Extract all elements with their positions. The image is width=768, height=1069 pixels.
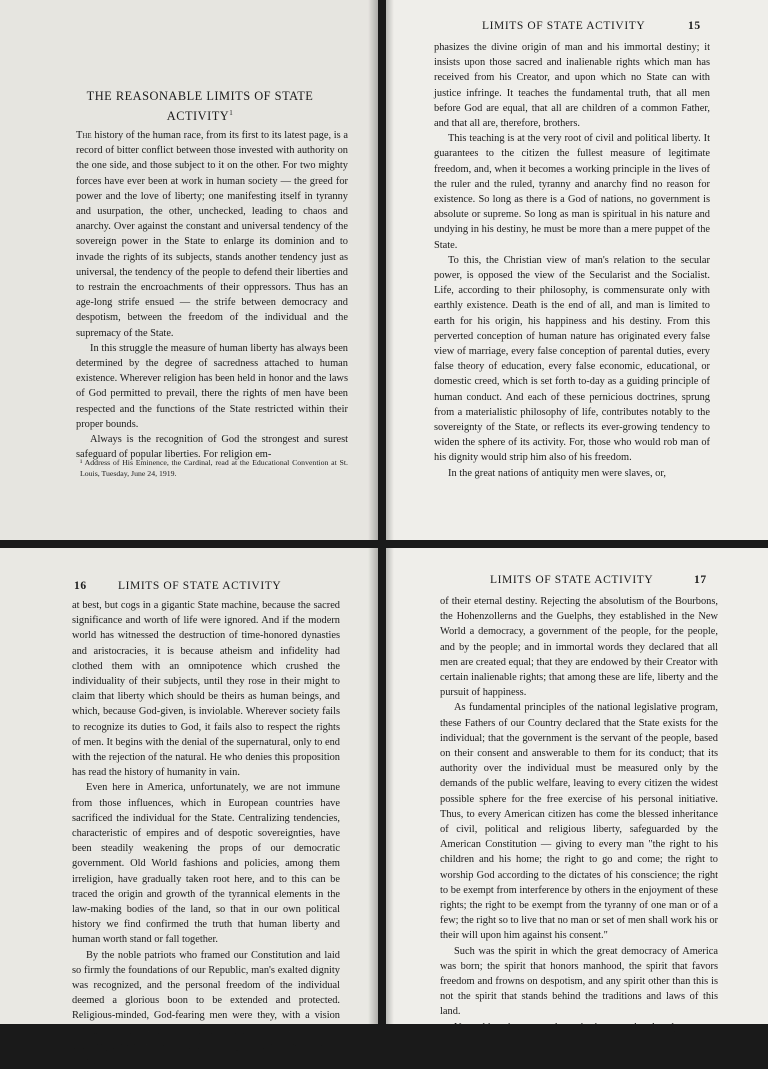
running-head bbox=[482, 20, 645, 32]
paragraph: To this, the Christian view of man's relation to the secular power, is opposed the view of the Secularist and the Socialist. Life, according to their philosophy, is commensurate only with earthly existence. Death is the end of all, and man is limited to earth for his origin, his happiness and his destiny. From this perverted conception of human nature has originated every false view of marriage, every false conception of parental duties, every false theory of education, every false economic, educational, or domestic creed, which is set forth to-day as a guiding principle of human conduct. And each of these pernicious doctrines, sprung from a materialistic philosophy of life, contributes notably to the sovereignty of the State, or reflects its ever-growing tendency to widen the sphere of its activity. For, those who would rob man of his dignity would strip him also of his freedom. bbox=[434, 254, 710, 464]
folio: 15 bbox=[688, 20, 701, 32]
paragraph-text: history of the human race, from its first to its latest page, is a record of bitter conflict between those invested with authority on the one side, and those subject to it on the other. For two mighty forces have ever been at work in human society — the greed for power and the love of liberty; one manifesting itself in tyranny and usurpation, the other, unchecked, leading to chaos and anarchy. Over against the constant and universal tendency of the sovereign power in the State to enlarge its dominion and to invade the rights of its subjects, stands another tendency just as universal, the tendency of the people to defend their liberties and to restrain the encroachments of their oppressors. Thus has an age-long strife ensued — the strife between democracy and despotism, between the freedom of the individual and the supremacy of the State. bbox=[76, 130, 348, 339]
paragraph: at best, but cogs in a gigantic State machine, because the sacred significance and worth of life were ignored. And if the modern world has witnessed the destruction of time-honored dynasties and aristocracies, it is because atheism and infidelity had clothed them with an omnipotence which crushed the individuality of their subjects, until they rose in their might to claim that liberty which should be theirs as human beings, and which, because God-given, is inviolable. Wherever society fails to recognize its duties to God, it fails also to respect the rights of men. It begins with the denial of the supernatural, only to end with the rejection of the natural. He who denies this proposition has read the history of humanity in vain. bbox=[72, 600, 340, 779]
page-number bbox=[688, 20, 701, 32]
gutter-shadow bbox=[368, 0, 378, 540]
paragraph: Always is the recognition of God the strongest and surest safeguard of popular liberties. For religion em- bbox=[76, 434, 348, 461]
gutter-shadow bbox=[386, 548, 394, 1024]
paragraph: Even here in America, unfortunately, we are not immune from those influences, which in European countries have sacrificed the individual for the State. Centralizing tendencies, characteristic of empires and of despotic sovereignties, have been steadily weakening the props of our democratic government. Old World fashions and policies, among them irreligion, have gradually taken root here, and to this can be traced the origin and growth of the tyrannical elements in the law-making bodies of the land, so that in our own political history we find confirmed the truth that human liberty and human worth stand or fall together. bbox=[72, 782, 340, 946]
folio: 16 bbox=[74, 580, 87, 592]
footnote: ¹ Address of His Eminence, the Cardinal, read at the Educational Convention at St. Louis, Tuesday, June 24, 1919. bbox=[80, 458, 348, 478]
page-number bbox=[74, 580, 87, 592]
opening-word: The bbox=[76, 130, 92, 141]
paragraph: This teaching is at the very root of civil and political liberty. It guarantees to the citizen the fullest measure of legitimate freedom, and, when it becomes a working principle in the lives of the ruler and the ruled, tyranny and anarchy find no reason for existence. So long as there is a God of nations, no government is absolute or supreme. So long as man is spiritual in his nature and undying in his destiny, he must be more than a mere puppet of the State. bbox=[434, 133, 710, 251]
paragraph: Such was the spirit in which the great democracy of America was born; the spirit that honors manhood, the spirit that favors freedom and frowns on despotism, and any spirit other than this is not the spirit that stands behind the traditions and laws of this land. bbox=[440, 945, 718, 1018]
title-line-2: ACTIVITY bbox=[166, 109, 230, 124]
paragraph: of their eternal destiny. Rejecting the absolutism of the Bourbons, the Hohenzollerns and the Guelphs, they established in the New World a democracy, a government of the people, for the people, and by the people; and in immortal words they declared that all men are created equal; that they are endowed by their Creator with certain inalienable rights; that among these are life, liberty and the pursuit of happiness. bbox=[440, 596, 718, 699]
paragraph bbox=[76, 128, 348, 341]
footnote-mark: 1 bbox=[229, 109, 234, 117]
gutter-shadow bbox=[368, 548, 378, 1024]
paragraph: Upon this point too much emphasis cannot be placed, bbox=[454, 1021, 677, 1033]
running-title: LIMITS OF STATE ACTIVITY bbox=[490, 574, 654, 586]
body-text bbox=[440, 594, 718, 1035]
body-text bbox=[434, 40, 710, 481]
paragraph: In the great nations of antiquity men were slaves, or, bbox=[448, 467, 667, 479]
paragraph: As fundamental principles of the national legislative program, these Fathers of our Country declared that the State exists for the individual; that the government is the servant of the people, based on their consent and answerable to them for its conduct; that its authority over the individual must be measured only by the demands of the public welfare, leaving to every citizen the widest possible sphere for the free exercise of his personal initiative. Thus, to every American citizen has come the blessed inheritance of civil, political and religious liberty, safeguarded by the American Constitution — giving to every man "the right to his children and his home; the right to go and come; the right to worship God according to the dictates of his conscience; the right to be exempt from interference by others in the enjoyment of these rights; the right to be exempt from the tyranny of one man or of a few; the right so to live that no man or set of men shall work his or their will upon him against his consent." bbox=[440, 702, 718, 942]
page-17 bbox=[386, 548, 768, 1033]
folio: 17 bbox=[694, 574, 707, 586]
title-line-1: THE REASONABLE LIMITS OF STATE bbox=[86, 89, 314, 103]
chapter-title bbox=[70, 88, 330, 125]
paragraph: phasizes the divine origin of man and his immortal destiny; it insists upon those sacred and inalienable rights which man has received from his Creator, and upon which no State can with justice infringe. It teaches the fundamental truth, that all men before God are equal, that all are children of a common Father, and that all are, therefore, brothers. bbox=[434, 42, 710, 130]
running-head bbox=[118, 580, 281, 592]
paragraph: In this struggle the measure of human liberty has always been determined by the degree of sacredness attached to human existence. Wherever religion has been held in honor and the laws of God permitted to prevail, there the rights of men have been respected and the functions of the State restricted within their proper bounds. bbox=[76, 342, 348, 430]
page-16 bbox=[0, 548, 378, 1068]
body-text bbox=[72, 598, 340, 1069]
page-14 bbox=[0, 0, 378, 540]
page-15 bbox=[386, 0, 768, 540]
running-title: LIMITS OF STATE ACTIVITY bbox=[482, 20, 646, 32]
running-title: LIMITS OF STATE ACTIVITY bbox=[118, 580, 282, 592]
page-number bbox=[694, 574, 707, 586]
paragraph: By the noble patriots who framed our Constitution and laid so firmly the foundations of our Republic, man's exalted dignity was recognized, and the personal freedom of the individual deemed a glorious boon to be extended and protected. Religious-minded, God-fearing men were they, with a vision not confined to the things of earth; and thus, in making law for the land, they provided for their countrymen the fullest freedom in the working out bbox=[72, 949, 340, 1068]
gutter-shadow bbox=[386, 0, 394, 540]
running-head bbox=[490, 574, 653, 586]
body-text bbox=[76, 128, 348, 462]
